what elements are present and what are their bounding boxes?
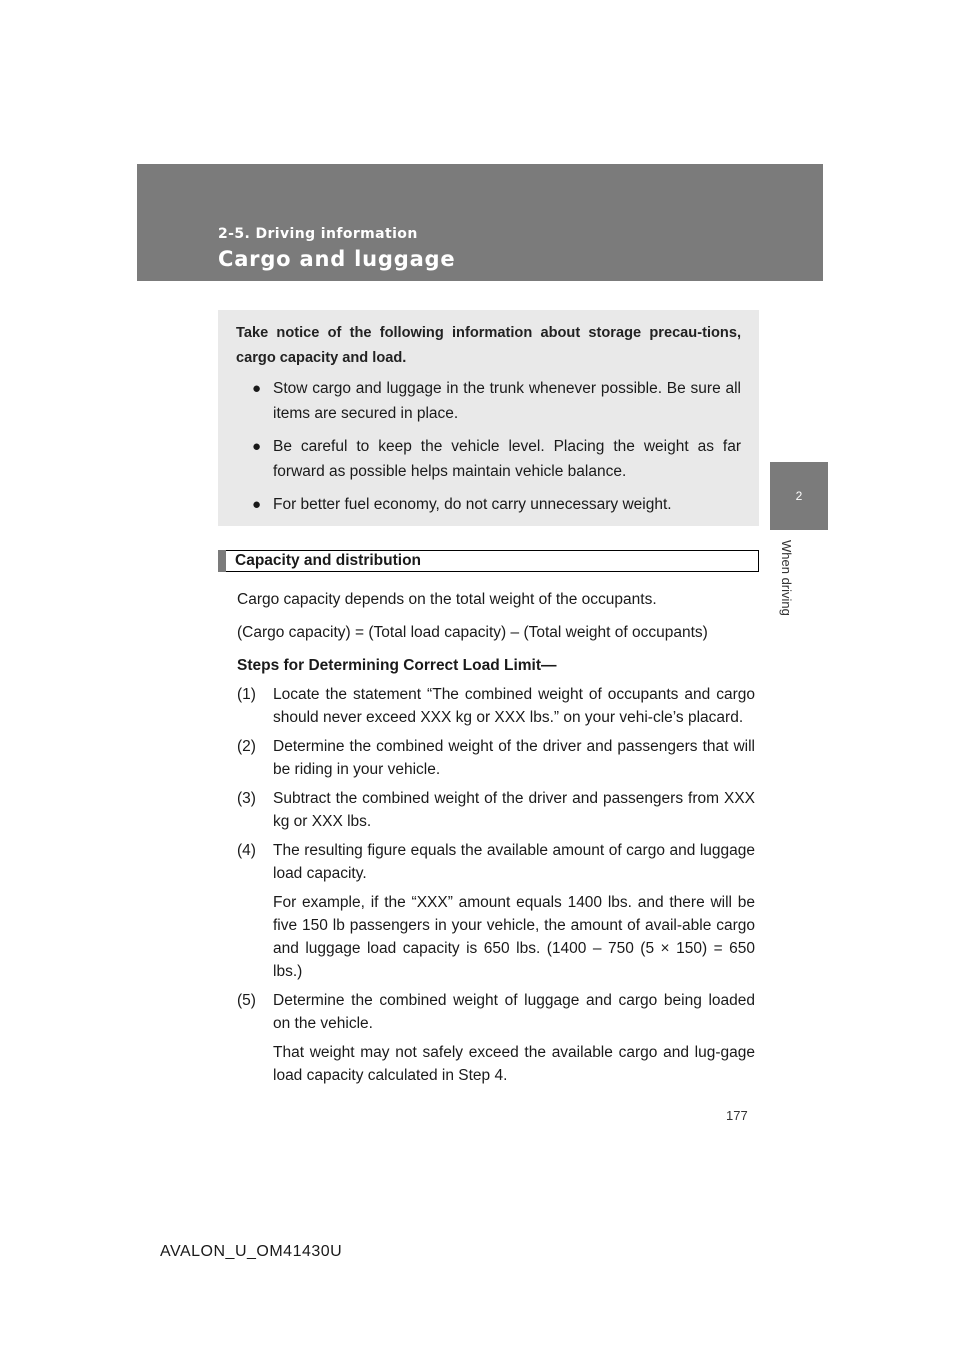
step-number: (2)	[237, 738, 256, 755]
bullet-text: Be careful to keep the vehicle level. Placing the weight as far forward as possible helps maintain vehicle balance.	[273, 438, 741, 480]
document-code: AVALON_U_OM41430U	[160, 1243, 343, 1260]
page-number: 177	[726, 1108, 748, 1123]
step-item	[237, 735, 755, 781]
step-note: That weight may not safely exceed the available cargo and lug-gage load capacity calculated in Step 4.	[273, 1044, 755, 1084]
step-text: Determine the combined weight of luggage and cargo being loaded on the vehicle.	[273, 992, 755, 1032]
section-label: 2-5. Driving information	[218, 226, 418, 242]
bullet-dot-icon: ●	[252, 496, 262, 513]
step-number: (5)	[237, 992, 256, 1009]
bullet-text: For better fuel economy, do not carry unnecessary weight.	[273, 496, 672, 513]
subsection-heading-text: Capacity and distribution	[235, 552, 422, 569]
step-item	[237, 683, 755, 729]
step-item	[237, 989, 755, 1035]
notice-intro: Take notice of the following information about storage precau-tions, cargo capacity and load.	[236, 325, 741, 366]
step-item	[237, 839, 755, 885]
step-number: (4)	[237, 842, 256, 859]
step-text: Locate the statement “The combined weight of occupants and cargo should never exceed XXX kg or XXX lbs.” on your vehi-cle’s placard.	[273, 686, 755, 726]
subsection-heading	[218, 550, 759, 572]
notice-bullet	[236, 493, 741, 518]
chapter-tab: 2	[770, 462, 828, 530]
paragraph: Cargo capacity depends on the total weight of the occupants.	[237, 591, 657, 608]
step-item	[237, 787, 755, 833]
bullet-text: Stow cargo and luggage in the trunk whenever possible. Be sure all items are secured in place.	[273, 380, 741, 422]
page-title: Cargo and luggage	[218, 247, 456, 271]
step-example: For example, if the “XXX” amount equals 1400 lbs. and there will be five 150 lb passengers in your vehicle, the amount of avail-able cargo and luggage load capacity is 650 lbs. (1400 – 750 (5 × 150) = 650 lbs.)	[273, 894, 755, 980]
bullet-dot-icon: ●	[252, 380, 262, 397]
chapter-label: When driving	[779, 540, 794, 616]
step-text: The resulting figure equals the available amount of cargo and luggage load capacity.	[273, 842, 755, 882]
step-text: Determine the combined weight of the driver and passengers that will be riding in your vehicle.	[273, 738, 755, 778]
step-text: Subtract the combined weight of the driver and passengers from XXX kg or XXX lbs.	[273, 790, 755, 830]
notice-bullet	[236, 435, 741, 484]
body-text	[237, 588, 755, 1093]
bullet-dot-icon: ●	[252, 438, 262, 455]
formula-paragraph: (Cargo capacity) = (Total load capacity) – (Total weight of occupants)	[237, 624, 708, 641]
notice-bullet	[236, 377, 741, 426]
step-number: (3)	[237, 790, 256, 807]
step-number: (1)	[237, 686, 256, 703]
notice-box	[218, 310, 759, 526]
steps-title: Steps for Determining Correct Load Limit—	[237, 657, 557, 674]
heading-marker	[218, 550, 226, 572]
